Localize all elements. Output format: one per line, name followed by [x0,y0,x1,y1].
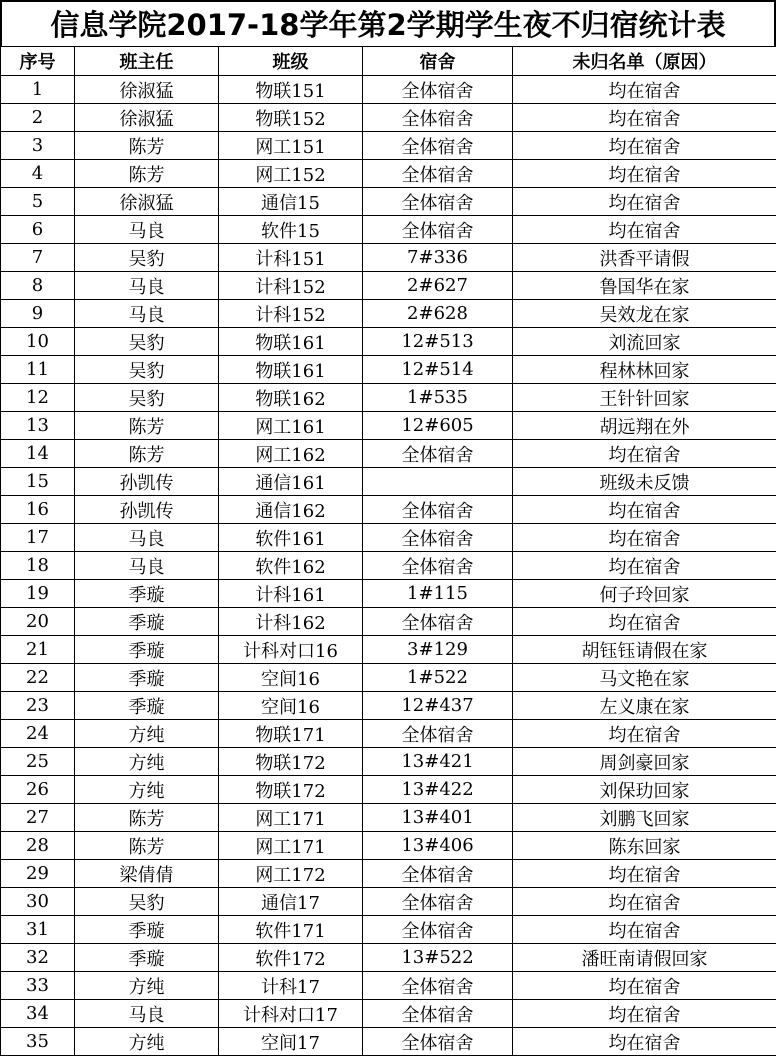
cell-class: 物联152 [219,104,363,132]
table-row [1,160,776,188]
table-row [1,552,776,580]
cell-seq: 9 [1,300,75,328]
cell-teacher: 徐淑猛 [75,104,219,132]
cell-teacher: 孙凯传 [75,468,219,496]
cell-absent-list: 刘流回家 [513,328,776,356]
cell-seq: 15 [1,468,75,496]
cell-teacher: 马良 [75,300,219,328]
cell-absent-list: 均在宿舍 [513,1000,776,1028]
cell-seq: 28 [1,832,75,860]
cell-absent-list: 均在宿舍 [513,972,776,1000]
table-row [1,944,776,972]
cell-teacher: 陈芳 [75,412,219,440]
cell-seq: 14 [1,440,75,468]
table-row [1,1028,776,1056]
cell-dorm: 全体宿舍 [363,608,513,636]
cell-absent-list: 均在宿舍 [513,860,776,888]
table-row [1,524,776,552]
cell-seq: 20 [1,608,75,636]
table-row [1,972,776,1000]
cell-seq: 11 [1,356,75,384]
cell-class: 空间17 [219,1028,363,1056]
cell-teacher: 季璇 [75,580,219,608]
cell-class: 网工161 [219,412,363,440]
cell-seq: 7 [1,244,75,272]
cell-class: 计科151 [219,244,363,272]
cell-class: 物联161 [219,328,363,356]
cell-dorm: 1#522 [363,664,513,692]
table-row [1,888,776,916]
cell-absent-list: 均在宿舍 [513,524,776,552]
cell-seq: 13 [1,412,75,440]
header-row [1,47,776,76]
cell-absent-list: 均在宿舍 [513,216,776,244]
cell-dorm: 13#406 [363,832,513,860]
cell-absent-list: 均在宿舍 [513,916,776,944]
cell-class: 计科161 [219,580,363,608]
cell-seq: 21 [1,636,75,664]
cell-teacher: 陈芳 [75,804,219,832]
cell-teacher: 徐淑猛 [75,76,219,104]
cell-class: 软件161 [219,524,363,552]
cell-class: 软件15 [219,216,363,244]
cell-class: 通信17 [219,888,363,916]
cell-dorm: 12#514 [363,356,513,384]
cell-teacher: 马良 [75,272,219,300]
cell-teacher: 方纯 [75,972,219,1000]
header-dorm: 宿舍 [363,47,513,76]
cell-class: 计科152 [219,300,363,328]
cell-teacher: 陈芳 [75,832,219,860]
cell-teacher: 方纯 [75,1028,219,1056]
cell-class: 计科162 [219,608,363,636]
table-row [1,720,776,748]
cell-class: 网工172 [219,860,363,888]
cell-seq: 31 [1,916,75,944]
cell-class: 计科152 [219,272,363,300]
cell-dorm: 13#422 [363,776,513,804]
cell-absent-list: 周剑豪回家 [513,748,776,776]
cell-class: 通信15 [219,188,363,216]
table-row [1,216,776,244]
cell-absent-list: 左义康在家 [513,692,776,720]
header-seq: 序号 [1,47,75,76]
cell-dorm: 全体宿舍 [363,860,513,888]
table-row [1,300,776,328]
table-row [1,412,776,440]
cell-absent-list: 均在宿舍 [513,160,776,188]
cell-absent-list: 王针针回家 [513,384,776,412]
cell-teacher: 方纯 [75,748,219,776]
cell-teacher: 吴豹 [75,244,219,272]
cell-teacher: 梁倩倩 [75,860,219,888]
table-row [1,748,776,776]
cell-dorm: 1#115 [363,580,513,608]
cell-class: 计科对口17 [219,1000,363,1028]
header-class: 班级 [219,47,363,76]
cell-class: 空间16 [219,692,363,720]
cell-dorm: 13#401 [363,804,513,832]
cell-class: 物联172 [219,776,363,804]
table-row [1,804,776,832]
cell-teacher: 吴豹 [75,888,219,916]
header-absent-list: 未归名单（原因） [513,47,776,76]
cell-dorm: 全体宿舍 [363,524,513,552]
cell-class: 网工152 [219,160,363,188]
cell-teacher: 马良 [75,1000,219,1028]
cell-seq: 34 [1,1000,75,1028]
table-row [1,664,776,692]
cell-absent-list: 均在宿舍 [513,888,776,916]
cell-class: 空间16 [219,664,363,692]
cell-seq: 6 [1,216,75,244]
cell-absent-list: 马文艳在家 [513,664,776,692]
cell-class: 物联171 [219,720,363,748]
table-row [1,580,776,608]
cell-absent-list: 均在宿舍 [513,104,776,132]
cell-class: 计科对口16 [219,636,363,664]
table-row [1,384,776,412]
cell-dorm: 12#437 [363,692,513,720]
cell-dorm: 3#129 [363,636,513,664]
cell-absent-list: 均在宿舍 [513,1028,776,1056]
cell-class: 软件162 [219,552,363,580]
cell-dorm [363,468,513,496]
cell-absent-list: 鲁国华在家 [513,272,776,300]
cell-seq: 16 [1,496,75,524]
cell-class: 物联162 [219,384,363,412]
cell-seq: 5 [1,188,75,216]
cell-absent-list: 均在宿舍 [513,440,776,468]
cell-dorm: 全体宿舍 [363,972,513,1000]
table-row [1,776,776,804]
cell-seq: 1 [1,76,75,104]
cell-dorm: 全体宿舍 [363,160,513,188]
cell-teacher: 季璇 [75,608,219,636]
table-row [1,272,776,300]
cell-seq: 17 [1,524,75,552]
cell-class: 网工171 [219,804,363,832]
header-teacher: 班主任 [75,47,219,76]
table-row [1,636,776,664]
cell-absent-list: 程林林回家 [513,356,776,384]
cell-class: 软件171 [219,916,363,944]
table-row [1,468,776,496]
cell-dorm: 全体宿舍 [363,888,513,916]
cell-teacher: 马良 [75,552,219,580]
cell-teacher: 季璇 [75,692,219,720]
cell-dorm: 全体宿舍 [363,1028,513,1056]
cell-absent-list: 均在宿舍 [513,76,776,104]
cell-class: 通信161 [219,468,363,496]
cell-dorm: 12#513 [363,328,513,356]
table-row [1,76,776,104]
table-row [1,496,776,524]
cell-dorm: 2#627 [363,272,513,300]
cell-absent-list: 均在宿舍 [513,720,776,748]
cell-absent-list: 胡钰钰请假在家 [513,636,776,664]
cell-seq: 23 [1,692,75,720]
cell-teacher: 方纯 [75,720,219,748]
table-row [1,860,776,888]
table-row [1,132,776,160]
cell-teacher: 吴豹 [75,328,219,356]
cell-absent-list: 均在宿舍 [513,552,776,580]
cell-dorm: 全体宿舍 [363,76,513,104]
cell-teacher: 马良 [75,524,219,552]
cell-dorm: 13#522 [363,944,513,972]
cell-teacher: 季璇 [75,944,219,972]
cell-absent-list: 何子玲回家 [513,580,776,608]
cell-absent-list: 班级未反馈 [513,468,776,496]
cell-seq: 12 [1,384,75,412]
table-row [1,104,776,132]
cell-teacher: 季璇 [75,636,219,664]
cell-dorm: 全体宿舍 [363,188,513,216]
cell-seq: 27 [1,804,75,832]
cell-dorm: 全体宿舍 [363,104,513,132]
cell-teacher: 马良 [75,216,219,244]
cell-dorm: 全体宿舍 [363,216,513,244]
cell-dorm: 全体宿舍 [363,496,513,524]
cell-absent-list: 均在宿舍 [513,132,776,160]
cell-dorm: 全体宿舍 [363,916,513,944]
table-row [1,916,776,944]
cell-class: 通信162 [219,496,363,524]
cell-absent-list: 刘保玏回家 [513,776,776,804]
cell-seq: 19 [1,580,75,608]
cell-class: 计科17 [219,972,363,1000]
cell-teacher: 吴豹 [75,356,219,384]
cell-seq: 2 [1,104,75,132]
cell-seq: 29 [1,860,75,888]
cell-teacher: 方纯 [75,776,219,804]
cell-dorm: 2#628 [363,300,513,328]
cell-absent-list: 均在宿舍 [513,188,776,216]
cell-dorm: 全体宿舍 [363,1000,513,1028]
cell-seq: 18 [1,552,75,580]
table-row [1,1000,776,1028]
table-row [1,188,776,216]
sheet-title: 信息学院2017-18学年第2学期学生夜不归宿统计表 [0,0,776,46]
cell-seq: 24 [1,720,75,748]
cell-absent-list: 均在宿舍 [513,496,776,524]
cell-class: 物联151 [219,76,363,104]
cell-dorm: 全体宿舍 [363,440,513,468]
cell-dorm: 12#605 [363,412,513,440]
cell-seq: 10 [1,328,75,356]
cell-absent-list: 陈东回家 [513,832,776,860]
cell-dorm: 7#336 [363,244,513,272]
cell-class: 网工162 [219,440,363,468]
cell-seq: 32 [1,944,75,972]
table-row [1,356,776,384]
cell-class: 物联161 [219,356,363,384]
cell-seq: 3 [1,132,75,160]
cell-seq: 35 [1,1028,75,1056]
table-row [1,608,776,636]
cell-teacher: 陈芳 [75,440,219,468]
cell-absent-list: 刘鹏飞回家 [513,804,776,832]
cell-absent-list: 均在宿舍 [513,608,776,636]
cell-seq: 30 [1,888,75,916]
cell-seq: 26 [1,776,75,804]
cell-class: 软件172 [219,944,363,972]
cell-dorm: 全体宿舍 [363,552,513,580]
cell-teacher: 徐淑猛 [75,188,219,216]
cell-seq: 25 [1,748,75,776]
statistics-table [0,46,776,1056]
cell-absent-list: 吴效龙在家 [513,300,776,328]
cell-dorm: 全体宿舍 [363,720,513,748]
cell-class: 物联172 [219,748,363,776]
cell-seq: 33 [1,972,75,1000]
table-row [1,328,776,356]
table-row [1,832,776,860]
table-body [1,76,776,1056]
cell-teacher: 陈芳 [75,132,219,160]
cell-dorm: 全体宿舍 [363,132,513,160]
cell-absent-list: 胡远翔在外 [513,412,776,440]
table-row [1,244,776,272]
cell-teacher: 季璇 [75,664,219,692]
cell-teacher: 孙凯传 [75,496,219,524]
cell-dorm: 1#535 [363,384,513,412]
cell-absent-list: 潘旺南请假回家 [513,944,776,972]
table-row [1,692,776,720]
cell-teacher: 吴豹 [75,384,219,412]
cell-seq: 22 [1,664,75,692]
cell-class: 网工151 [219,132,363,160]
cell-teacher: 陈芳 [75,160,219,188]
cell-absent-list: 洪香平请假 [513,244,776,272]
cell-seq: 4 [1,160,75,188]
cell-seq: 8 [1,272,75,300]
cell-teacher: 季璇 [75,916,219,944]
table-row [1,440,776,468]
cell-class: 网工171 [219,832,363,860]
cell-dorm: 13#421 [363,748,513,776]
